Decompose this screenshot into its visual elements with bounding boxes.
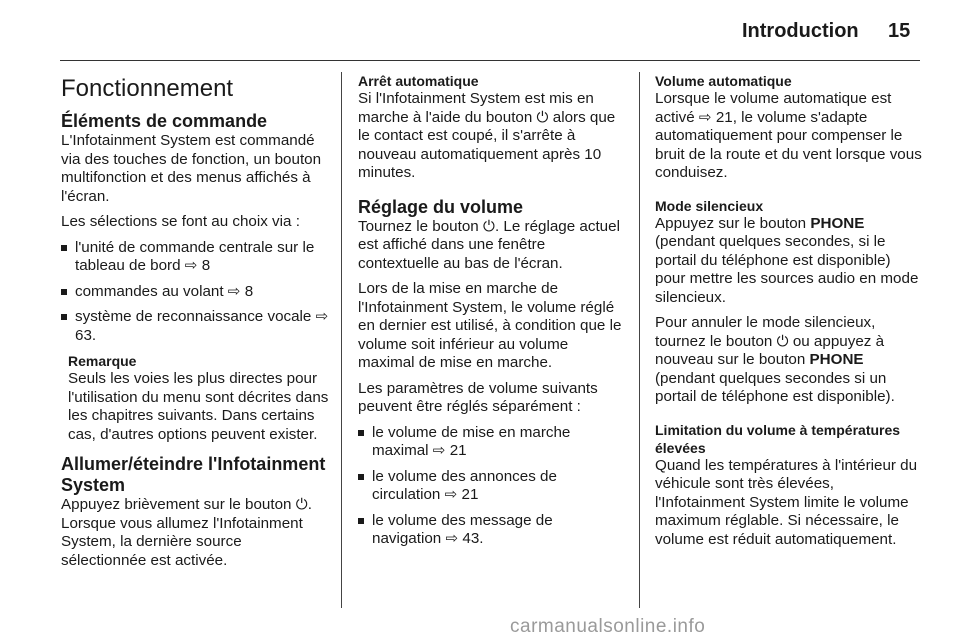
- text-span: (pendant quelques secondes si un portail de téléphone est disponible).: [655, 369, 895, 405]
- list-item-text: le volume de mise en marche maximal ⇨ 21: [372, 423, 571, 459]
- page-section-title: Introduction: [742, 20, 859, 42]
- bullet-icon: [358, 474, 364, 480]
- list-item-text: le volume des annonces de circulation ⇨ 21: [372, 467, 557, 503]
- bullet-icon: [358, 518, 364, 524]
- column-1: [61, 72, 329, 577]
- bullet-icon: [61, 245, 67, 251]
- paragraph: [655, 314, 923, 407]
- chapter-title: Fonctionnement: [61, 75, 234, 102]
- list-item-text: système de reconnaissance vocale ⇨ 63.: [75, 308, 329, 344]
- paragraph: Les paramètres de volume suivants peuvent être réglés séparément :: [358, 379, 598, 415]
- list-item: [358, 468, 626, 505]
- list-item: [358, 424, 626, 461]
- paragraph: Quand les températures à l'intérieur du véhicule sont très élevées, l'Infotainment System limite le volume maximum réglable. Si nécessaire, le volume est réduit automatiquement.: [655, 456, 918, 548]
- bullet-list: [358, 424, 626, 549]
- phone-key-label: PHONE: [809, 351, 864, 368]
- phone-key-label: PHONE: [810, 214, 865, 232]
- column-2: [358, 72, 626, 556]
- text-span: Appuyez sur le bouton: [655, 214, 811, 232]
- header-rule: [60, 60, 920, 61]
- section-title-power: Allumer/éteindre l'Infotainment System: [61, 454, 326, 495]
- watermark: carmanualsonline.info: [510, 616, 706, 637]
- list-item: [61, 283, 329, 302]
- list-item: [61, 308, 329, 345]
- paragraph: Appuyez brièvement sur le bouton ⏻. Lorsque vous allumez l'Infotainment System, la dernière source sélectionnée est activée.: [61, 496, 312, 569]
- paragraph: Tournez le bouton ⏻. Le réglage actuel est affiché dans une fenêtre contextuelle au bas de l'écran.: [358, 217, 620, 272]
- paragraph: Les sélections se font au choix via :: [61, 213, 300, 230]
- section-title-volume: Réglage du volume: [358, 196, 524, 217]
- list-item-text: commandes au volant ⇨ 8: [75, 282, 254, 300]
- subsection-title-auto-volume: Volume automatique: [655, 73, 792, 89]
- list-item: [358, 512, 626, 549]
- column-divider-1: [341, 72, 342, 608]
- column-3: [655, 72, 923, 556]
- bullet-icon: [358, 430, 364, 436]
- page-number: 15: [888, 20, 911, 42]
- note-text: Seuls les voies les plus directes pour l'utilisation du menu sont décrites dans les chapitres suivants. Dans certains cas, d'autres options peuvent exister.: [68, 370, 329, 443]
- paragraph: L'Infotainment System est commandé via des touches de fonction, un bouton multifonction et des menus affichés à l'écran.: [61, 132, 322, 205]
- text-span: Pour annuler le mode silencieux, tournez le bouton ⏻ ou appuyez à nouveau sur le bouton: [655, 314, 885, 368]
- page-header: [0, 0, 960, 60]
- text-span: (pendant quelques secondes, si le portail du téléphone est disponible) pour mettre les sources audio en mode silencieux.: [655, 233, 919, 306]
- paragraph: [655, 215, 923, 308]
- subsection-title-mute: Mode silencieux: [655, 197, 764, 214]
- column-divider-2: [639, 72, 640, 608]
- subsection-title-auto-off: Arrêt automatique: [358, 73, 479, 89]
- bullet-icon: [61, 289, 67, 295]
- section-title-controls: Éléments de commande: [61, 111, 268, 131]
- bullet-list: [61, 239, 329, 346]
- paragraph: Lorsque le volume automatique est activé ⇨ 21, le volume s'adapte automatiquement pour compenser le bruit de la route et du vent lorsque vous conduisez.: [655, 90, 922, 181]
- note-box: [61, 352, 329, 444]
- list-item: [61, 239, 329, 276]
- list-item-text: l'unité de commande centrale sur le tableau de bord ⇨ 8: [75, 238, 315, 274]
- list-item-text: le volume des message de navigation ⇨ 43.: [372, 511, 553, 547]
- paragraph: Lors de la mise en marche de l'Infotainment System, le volume réglé en dernier est utilisé, à condition que le volume soit inférieur au volume maximal de mise en marche.: [358, 280, 622, 371]
- bullet-icon: [61, 314, 67, 320]
- subsection-title-temp-limit: Limitation du volume à températures élevées: [655, 421, 901, 456]
- note-title: Remarque: [68, 353, 137, 369]
- paragraph: Si l'Infotainment System est mis en marche à l'aide du bouton ⏻ alors que le contact est coupé, il s'arrête à nouveau automatiquement après 10 minutes.: [358, 90, 616, 181]
